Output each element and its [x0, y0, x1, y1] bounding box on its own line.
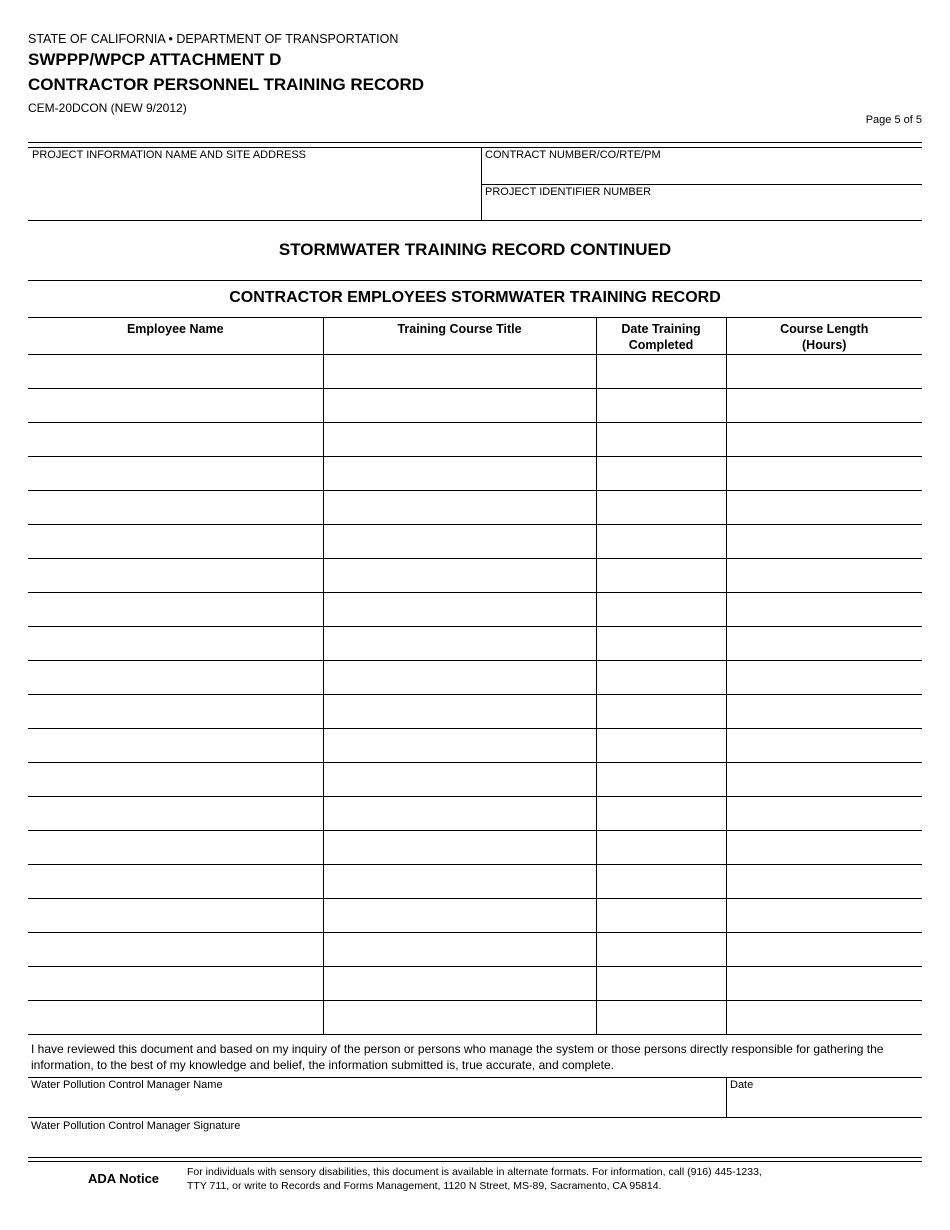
course-title-cell[interactable] — [323, 933, 596, 967]
date-completed-cell[interactable] — [596, 933, 726, 967]
date-completed-cell[interactable] — [596, 627, 726, 661]
employee-name-cell[interactable] — [28, 967, 323, 1001]
training-record-table — [28, 317, 922, 1035]
course-title-cell[interactable] — [323, 661, 596, 695]
course-title-cell[interactable] — [323, 355, 596, 389]
employee-name-cell[interactable] — [28, 457, 323, 491]
table-header-row — [28, 318, 922, 355]
divider — [28, 1117, 922, 1118]
course-length-cell[interactable] — [726, 559, 922, 593]
date-completed-cell[interactable] — [596, 831, 726, 865]
table-row — [28, 491, 922, 525]
employee-name-cell[interactable] — [28, 729, 323, 763]
course-title-cell[interactable] — [323, 967, 596, 1001]
course-title-cell[interactable] — [323, 525, 596, 559]
date-completed-cell[interactable] — [596, 457, 726, 491]
form-title-line2: CONTRACTOR PERSONNEL TRAINING RECORD — [28, 75, 425, 94]
course-length-cell[interactable] — [726, 661, 922, 695]
section-title: STORMWATER TRAINING RECORD CONTINUED — [278, 240, 672, 259]
course-length-cell[interactable] — [726, 389, 922, 423]
date-completed-cell[interactable] — [596, 423, 726, 457]
table-row — [28, 525, 922, 559]
employee-name-cell[interactable] — [28, 491, 323, 525]
project-identifier-field[interactable] — [482, 200, 922, 219]
date-completed-cell[interactable] — [596, 389, 726, 423]
form-title-line1: SWPPP/WPCP ATTACHMENT D — [28, 50, 282, 69]
divider — [481, 184, 922, 185]
date-completed-cell[interactable] — [596, 355, 726, 389]
table-row — [28, 797, 922, 831]
course-length-cell[interactable] — [726, 525, 922, 559]
date-completed-cell[interactable] — [596, 661, 726, 695]
course-length-cell[interactable] — [726, 627, 922, 661]
employee-name-cell[interactable] — [28, 423, 323, 457]
table-row — [28, 865, 922, 899]
course-length-cell[interactable] — [726, 729, 922, 763]
date-completed-cell[interactable] — [596, 967, 726, 1001]
course-title-cell[interactable] — [323, 559, 596, 593]
course-title-cell[interactable] — [323, 695, 596, 729]
signature-field[interactable] — [28, 1133, 922, 1155]
employee-name-cell[interactable] — [28, 389, 323, 423]
course-length-cell[interactable] — [726, 899, 922, 933]
course-title-cell[interactable] — [323, 797, 596, 831]
contract-number-field[interactable] — [482, 163, 922, 183]
course-length-cell[interactable] — [726, 967, 922, 1001]
employee-name-cell[interactable] — [28, 899, 323, 933]
course-length-cell[interactable] — [726, 763, 922, 797]
manager-name-field[interactable] — [28, 1092, 724, 1116]
table-row — [28, 899, 922, 933]
course-title-cell[interactable] — [323, 457, 596, 491]
employee-name-cell[interactable] — [28, 865, 323, 899]
divider — [28, 220, 922, 221]
divider — [28, 147, 922, 148]
contract-number-label: CONTRACT NUMBER/CO/RTE/PM — [485, 149, 661, 161]
agency-line: STATE OF CALIFORNIA • DEPARTMENT OF TRANSPORTATION — [28, 32, 399, 46]
employee-name-cell[interactable] — [28, 695, 323, 729]
employee-name-cell[interactable] — [28, 661, 323, 695]
date-completed-cell[interactable] — [596, 695, 726, 729]
course-title-cell[interactable] — [323, 423, 596, 457]
employee-name-cell[interactable] — [28, 1001, 323, 1035]
course-title-cell[interactable] — [323, 491, 596, 525]
employee-name-cell[interactable] — [28, 831, 323, 865]
table-row — [28, 933, 922, 967]
date-completed-cell[interactable] — [596, 899, 726, 933]
course-length-cell[interactable] — [726, 933, 922, 967]
page-number: Page 5 of 5 — [865, 114, 922, 126]
course-length-cell[interactable] — [726, 865, 922, 899]
employee-name-cell[interactable] — [28, 525, 323, 559]
column-header-course-length: Course Length (Hours) — [726, 318, 922, 355]
course-length-cell[interactable] — [726, 593, 922, 627]
ada-notice-text — [187, 1165, 762, 1193]
date-completed-cell[interactable] — [596, 559, 726, 593]
table-row — [28, 355, 922, 389]
course-title-cell[interactable] — [323, 763, 596, 797]
date-completed-cell[interactable] — [596, 763, 726, 797]
divider — [28, 1161, 922, 1162]
form-number: CEM-20DCON (NEW 9/2012) — [28, 101, 187, 115]
date-completed-cell[interactable] — [596, 865, 726, 899]
column-header-employee-name: Employee Name — [28, 318, 323, 355]
employee-name-cell[interactable] — [28, 797, 323, 831]
table-row — [28, 763, 922, 797]
date-field[interactable] — [727, 1092, 922, 1116]
course-title-cell[interactable] — [323, 593, 596, 627]
date-completed-cell[interactable] — [596, 729, 726, 763]
table-row — [28, 695, 922, 729]
course-length-cell[interactable] — [726, 1001, 922, 1035]
employee-name-cell[interactable] — [28, 355, 323, 389]
divider — [28, 1157, 922, 1158]
course-title-cell[interactable] — [323, 1001, 596, 1035]
date-completed-cell[interactable] — [596, 525, 726, 559]
table-row — [28, 559, 922, 593]
course-length-cell[interactable] — [726, 491, 922, 525]
course-title-cell[interactable] — [323, 899, 596, 933]
date-completed-cell[interactable] — [596, 797, 726, 831]
table-row — [28, 661, 922, 695]
table-row — [28, 593, 922, 627]
course-length-cell[interactable] — [726, 423, 922, 457]
course-length-cell[interactable] — [726, 831, 922, 865]
manager-name-label: Water Pollution Control Manager Name — [31, 1079, 223, 1091]
table-row — [28, 967, 922, 1001]
course-title-cell[interactable] — [323, 729, 596, 763]
ada-notice-line2: TTY 711, or write to Records and Forms Management, 1120 N Street, MS-89, Sacramento, CA 95814. — [187, 1180, 662, 1192]
table-row — [28, 729, 922, 763]
project-info-field[interactable] — [28, 164, 478, 218]
date-completed-cell[interactable] — [596, 593, 726, 627]
signature-label: Water Pollution Control Manager Signature — [31, 1120, 241, 1132]
table-row — [28, 831, 922, 865]
table-row — [28, 627, 922, 661]
employee-name-cell[interactable] — [28, 627, 323, 661]
project-identifier-label: PROJECT IDENTIFIER NUMBER — [485, 186, 652, 198]
divider — [28, 280, 922, 281]
ada-notice-line1: For individuals with sensory disabilities, this document is available in alternate formats. For information, call (916) 445-1233, — [187, 1166, 762, 1178]
course-title-cell[interactable] — [323, 389, 596, 423]
project-info-label: PROJECT INFORMATION NAME AND SITE ADDRESS — [32, 149, 307, 161]
certification-text: I have reviewed this document and based on my inquiry of the person or persons who manage the system or those persons directly responsible for gathering the information, to the best of my knowledge and belief, the information submitted is, true accurate, and complete. — [31, 1042, 884, 1072]
divider — [28, 1077, 922, 1078]
employee-name-cell[interactable] — [28, 933, 323, 967]
ada-notice-label: ADA Notice — [88, 1171, 160, 1186]
course-length-cell[interactable] — [726, 457, 922, 491]
date-completed-cell[interactable] — [596, 491, 726, 525]
employee-name-cell[interactable] — [28, 593, 323, 627]
course-length-cell[interactable] — [726, 797, 922, 831]
table-row — [28, 457, 922, 491]
date-completed-cell[interactable] — [596, 1001, 726, 1035]
table-row — [28, 1001, 922, 1035]
employee-name-cell[interactable] — [28, 763, 323, 797]
table-title: CONTRACTOR EMPLOYEES STORMWATER TRAINING RECORD — [229, 289, 721, 306]
course-length-cell[interactable] — [726, 695, 922, 729]
date-label: Date — [730, 1079, 754, 1091]
employee-name-cell[interactable] — [28, 559, 323, 593]
table-row — [28, 389, 922, 423]
course-title-cell[interactable] — [323, 627, 596, 661]
table-row — [28, 423, 922, 457]
course-title-cell[interactable] — [323, 865, 596, 899]
course-title-cell[interactable] — [323, 831, 596, 865]
divider — [28, 142, 922, 143]
column-header-date-completed: Date Training Completed — [596, 318, 726, 355]
course-length-cell[interactable] — [726, 355, 922, 389]
column-header-course-title: Training Course Title — [323, 318, 596, 355]
